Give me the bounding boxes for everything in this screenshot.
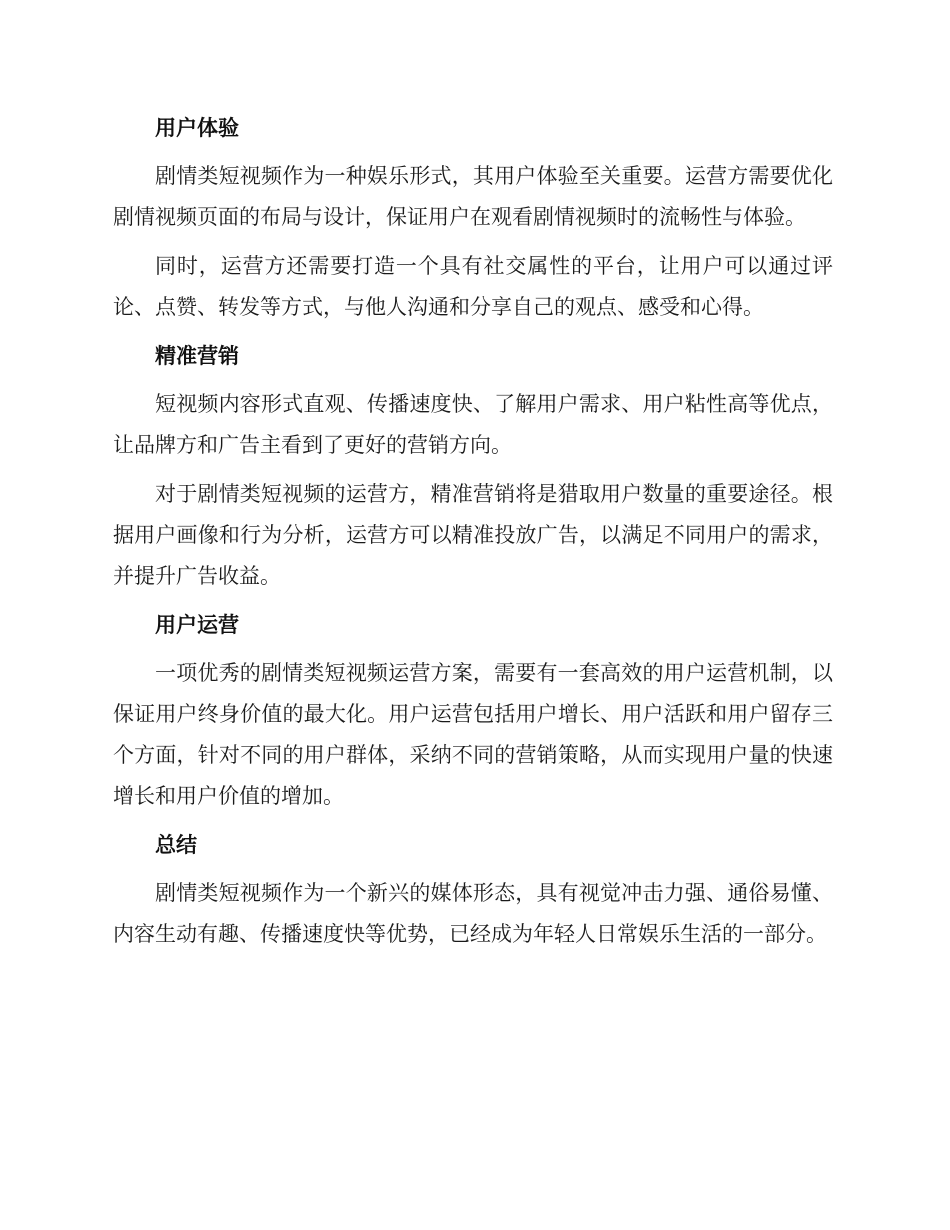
- section-heading-user-experience: 用户体验: [155, 116, 239, 140]
- section-heading-precision-marketing: 精准营销: [155, 344, 239, 368]
- paragraph: 剧情类短视频作为一种娱乐形式，其用户体验至关重要。运营方需要优化剧情视频页面的布局与设计，保证用户在观看剧情视频时的流畅性与体验。: [113, 164, 833, 229]
- section-heading-summary: 总结: [155, 833, 197, 857]
- paragraph: 短视频内容形式直观、传播速度快、了解用户需求、用户粘性高等优点，让品牌方和广告主看到了更好的营销方向。: [113, 392, 833, 457]
- paragraph: 对于剧情类短视频的运营方，精准营销将是猎取用户数量的重要途径。根据用户画像和行为分析，运营方可以精准投放广告，以满足不同用户的需求，并提升广告收益。: [113, 482, 833, 588]
- paragraph: 一项优秀的剧情类短视频运营方案，需要有一套高效的用户运营机制，以保证用户终身价值的最大化。用户运营包括用户增长、用户活跃和用户留存三个方面，针对不同的用户群体，采纳不同的营销策略，从而实现用户量的快速增长和用户价值的增加。: [113, 661, 833, 808]
- paragraph: 同时，运营方还需要打造一个具有社交属性的平台，让用户可以通过评论、点赞、转发等方式，与他人沟通和分享自己的观点、感受和心得。: [113, 254, 833, 319]
- paragraph: 剧情类短视频作为一个新兴的媒体形态，具有视觉冲击力强、通俗易懂、内容生动有趣、传播速度快等优势，已经成为年轻人日常娱乐生活的一部分。: [113, 881, 833, 946]
- document-page: [113, 108, 833, 963]
- section-heading-user-operations: 用户运营: [155, 613, 239, 637]
